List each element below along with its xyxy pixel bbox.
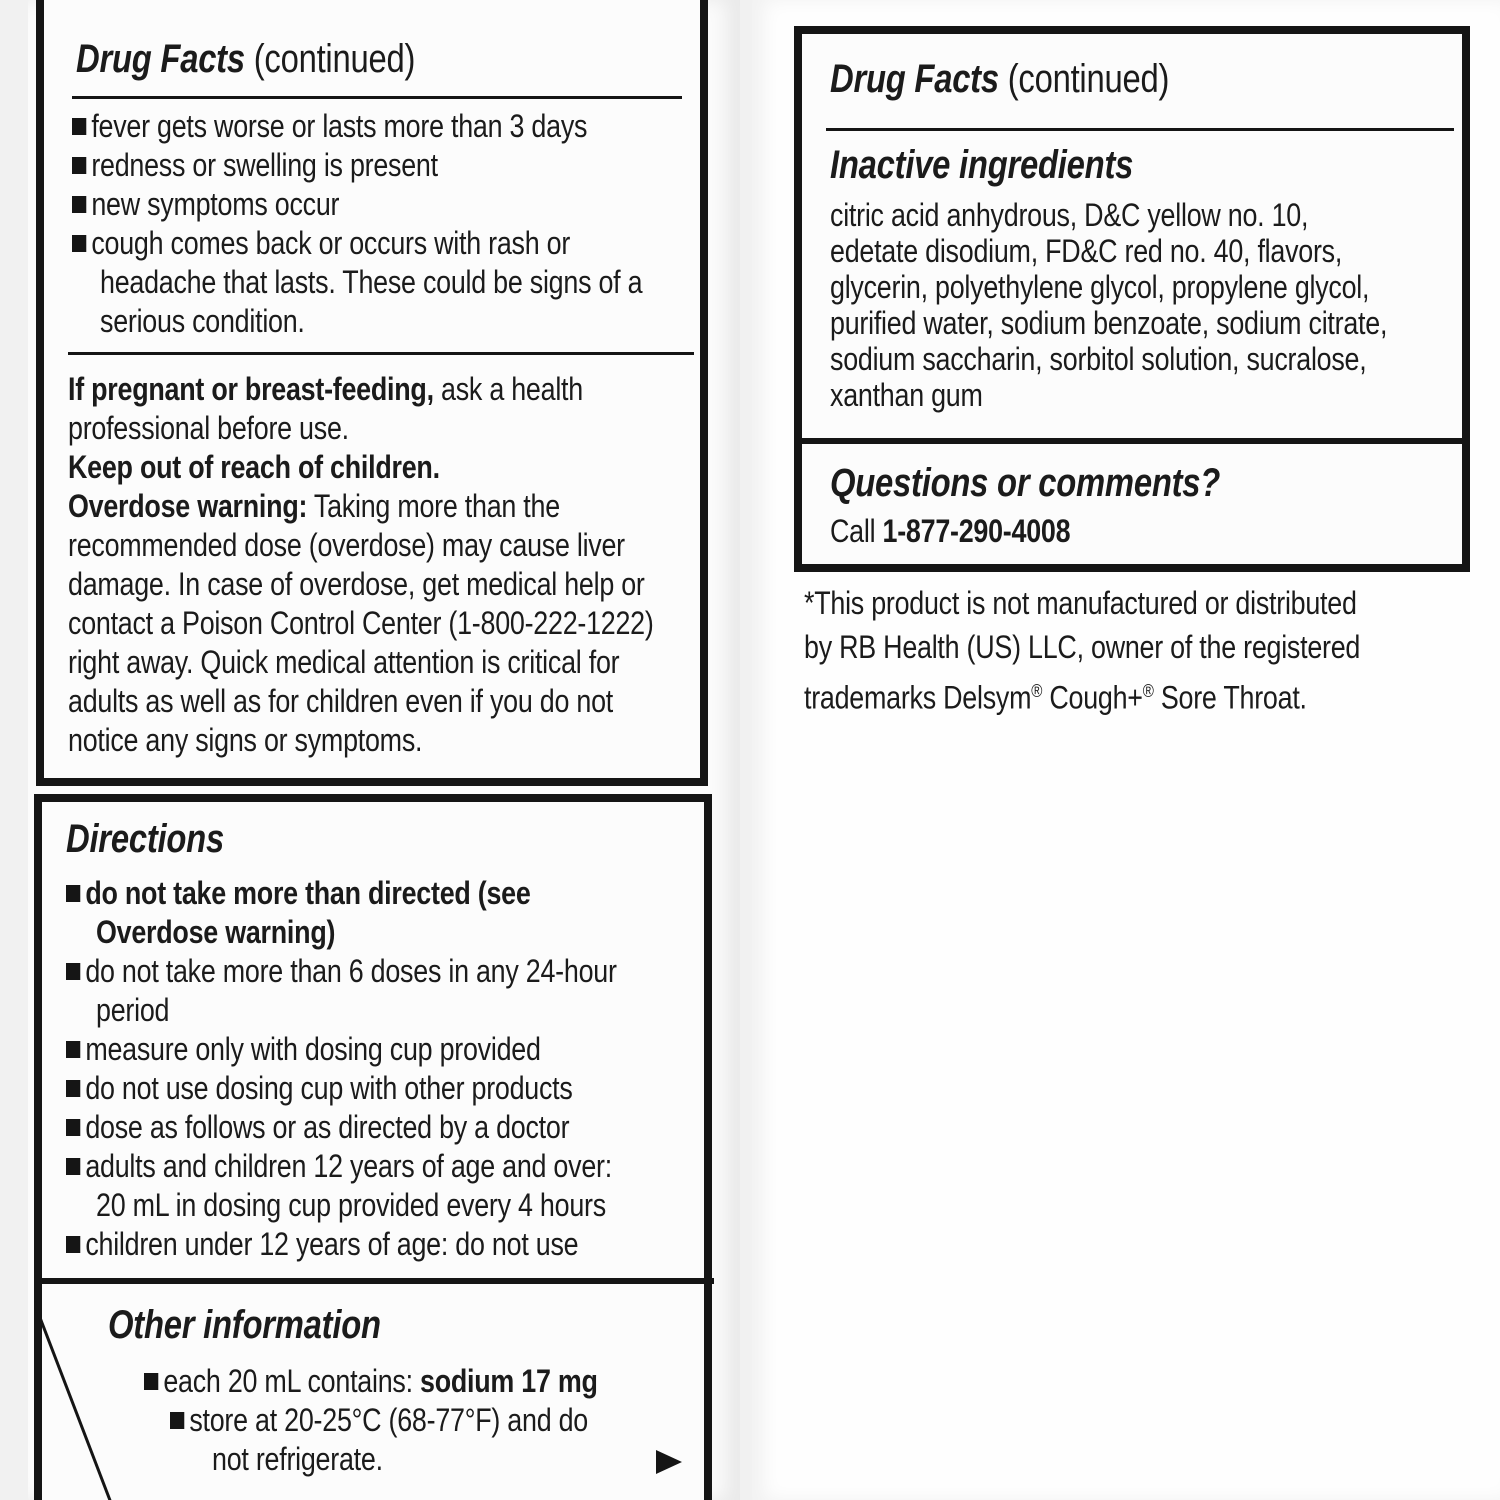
pregnancy-warning: If pregnant or breast-feeding, ask a health <box>68 371 583 407</box>
overdose-line: recommended dose (overdose) may cause liver <box>68 527 625 563</box>
direction-item-cont: period <box>96 992 170 1028</box>
disclaimer-line: *This product is not manufactured or distributed <box>804 585 1357 621</box>
bullet-square-icon <box>72 118 86 135</box>
drug-facts-title: Drug Facts (continued) <box>76 37 416 81</box>
bullet-square-icon <box>66 1236 80 1253</box>
bullet-square-icon <box>144 1373 158 1390</box>
direction-item: adults and children 12 years of age and over: <box>66 1147 612 1186</box>
other-info-item-cont: not refrigerate. <box>212 1441 383 1477</box>
left-label-panel <box>28 0 740 1500</box>
section-rule <box>34 1278 714 1284</box>
questions-heading: Questions or comments? <box>830 461 1221 505</box>
overdose-line: contact a Poison Control Center (1-800-222-1222) <box>68 605 654 641</box>
overdose-line: adults as well as for children even if you do not <box>68 683 613 719</box>
bullet-square-icon <box>72 235 86 252</box>
overdose-line: damage. In case of overdose, get medical help or <box>68 566 645 602</box>
bullet-square-icon <box>72 196 86 213</box>
other-information-heading: Other information <box>108 1303 381 1347</box>
direction-item-cont: Overdose warning) <box>96 914 336 950</box>
bullet-square-icon <box>66 885 80 902</box>
directions-box <box>34 794 712 1500</box>
other-info-item: store at 20-25°C (68-77°F) and do <box>170 1401 588 1440</box>
drug-facts-warnings-box <box>36 0 708 786</box>
warning-item-4: cough comes back or occurs with rash or <box>72 224 570 263</box>
direction-item: children under 12 years of age: do not use <box>66 1225 578 1264</box>
warning-item-2: redness or swelling is present <box>72 146 438 185</box>
warning-item-1: fever gets worse or lasts more than 3 days <box>72 107 587 146</box>
directions-heading: Directions <box>66 817 224 861</box>
warning-item-4-line-2: headache that lasts. These could be signs of a <box>100 264 643 300</box>
drug-facts-title: Drug Facts (continued) <box>830 57 1170 101</box>
section-rule <box>68 352 694 355</box>
disclaimer-line: by RB Health (US) LLC, owner of the registered <box>804 629 1361 665</box>
contact-phone: Call 1-877-290-4008 <box>830 513 1071 549</box>
ingredients-line: purified water, sodium benzoate, sodium citrate, <box>830 305 1388 341</box>
direction-item: do not take more than 6 doses in any 24-hour <box>66 952 617 991</box>
section-rule <box>794 438 1470 444</box>
direction-item-cont: 20 mL in dosing cup provided every 4 hours <box>96 1187 606 1223</box>
bullet-square-icon <box>66 1158 80 1175</box>
direction-item: dose as follows or as directed by a doctor <box>66 1108 569 1147</box>
warning-item-3: new symptoms occur <box>72 185 339 224</box>
bullet-square-icon <box>72 157 86 174</box>
continued-arrow-icon <box>656 1450 682 1474</box>
overdose-warning: Overdose warning: Taking more than the <box>68 488 560 524</box>
bullet-square-icon <box>66 1119 80 1136</box>
ingredients-line: edetate disodium, FD&C red no. 40, flavors, <box>830 233 1343 269</box>
inactive-ingredients-box <box>794 26 1470 572</box>
ingredients-line: xanthan gum <box>830 377 983 413</box>
bullet-square-icon <box>170 1412 184 1429</box>
bullet-square-icon <box>66 1041 80 1058</box>
bullet-square-icon <box>66 963 80 980</box>
pregnancy-warning-line-2: professional before use. <box>68 410 349 446</box>
ingredients-line: glycerin, polyethylene glycol, propylene glycol, <box>830 269 1370 305</box>
disclaimer-line: trademarks Delsym® Cough+® Sore Throat. <box>804 679 1307 716</box>
ingredients-line: citric acid anhydrous, D&C yellow no. 10, <box>830 197 1309 233</box>
ingredients-line: sodium saccharin, sorbitol solution, sucralose, <box>830 341 1367 377</box>
other-info-item: each 20 mL contains: sodium 17 mg <box>144 1362 598 1401</box>
keep-out-of-reach: Keep out of reach of children. <box>68 449 440 485</box>
overdose-line: right away. Quick medical attention is critical for <box>68 644 620 680</box>
direction-item: do not use dosing cup with other products <box>66 1069 573 1108</box>
right-label-panel <box>752 0 1500 1500</box>
header-rule <box>826 128 1454 131</box>
header-rule <box>72 96 682 99</box>
warning-item-4-line-3: serious condition. <box>100 303 305 339</box>
inactive-ingredients-heading: Inactive ingredients <box>830 143 1134 187</box>
overdose-line: notice any signs or symptoms. <box>68 722 423 758</box>
bullet-square-icon <box>66 1080 80 1097</box>
direction-item: do not take more than directed (see <box>66 874 531 913</box>
direction-item: measure only with dosing cup provided <box>66 1030 541 1069</box>
